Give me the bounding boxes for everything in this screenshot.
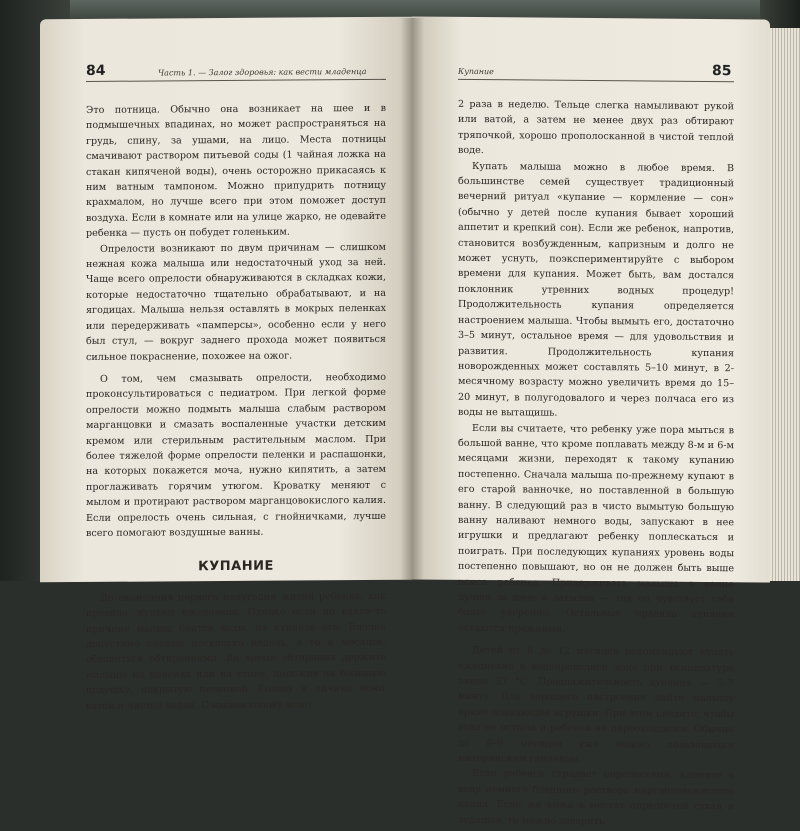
right-page	[412, 16, 770, 827]
left-page-text	[86, 101, 386, 714]
section-title: КУПАНИЕ	[198, 559, 274, 575]
paragraph: 2 раза в неделю. Тельце слегка намыливают рукой или ватой, а затем не менее двух раз обтирают тряпочкой, хорошо прополосканной в чистой теплой воде.	[458, 98, 734, 157]
open-book	[40, 18, 800, 827]
left-running-head: Часть 1. — Залог здоровья: как вести младенца	[158, 67, 367, 78]
paragraph: Если ребенок страдает опрелостями, капните в воду немного бледного раствора марганцовокислого калия. Если же кожа в местах опрелостей сухая и зудящая, то можно заварить	[458, 768, 734, 827]
paragraph: Это потница. Обычно она возникает на шее и в подмышечных впадинах, но может распространяться на грудь, спину, за ушами, на лицо. Места потницы смачивают раствором питьевой соды (1 чайная ложка на стакан кипяченой воды), очень осторожно прикасаясь к ним ватным тампоном. Можно припудрить потницу крахмалом, но лучше всего при этом поможет доступ воздуха. Если в комнате или на улице жарко, не одевайте ребенка — пусть он побудет голеньким.	[86, 102, 386, 240]
left-header-rule	[86, 79, 386, 82]
paragraph: Купать малыша можно в любое время. В большинстве семей существует традиционный вечерний ритуал «купание — кормление — сон» (обычно у детей после купания бывает хороший аппетит и крепкий сон). Если же ребенок, напротив, становится возбужденным, капризным и долго не может уснуть, поэкспериментируйте с выбором времени для купания. Может быть, вам достался поклонник утренних водных процедур! Продолжительность купания определяется настроением малыша. Чтобы вымыть его, достаточно 3–5 минут, остальное время — для удовольствия и развития. Продолжительность купания новорожденных может составлять 5–10 минут, в 2-месячному возрасту можно увеличить время до 15–20 минут, в полугодовалого и через полчаса его из воды не вытащишь.	[458, 160, 734, 419]
book-spine-shadow	[400, 18, 424, 581]
paragraph: До окончания первого полугодия жизни ребенка, как правило, купают ежедневно. Однако если по какой-то причине малыш боится воды, не купайте его. Вполне допустимо первые несколько недель, а то и месяцев, обходиться обтираниями. Во время обтирания держите малыша на коленях или на столе, положив на большую подушку, покрытую пеленкой. Голову и личико моют ватой и чистой водой. С мылом голову моют	[86, 590, 386, 712]
left-page	[40, 17, 412, 712]
paragraph: Детей от 6 до 12 месяцев рекомендуют купать ежедневно в водопроводной воде при температуре около 37 °С. Продолжительность купания — 5–7 минут. Для хорошего настроения дайте малышу яркие плавающие игрушки. При этом следите, чтобы вода не остыла и ребенок не переохладился. Обычно до 8–9 месяцев уже можно пользоваться материнским гамачком.	[458, 645, 734, 765]
right-page-text	[458, 97, 734, 831]
page-edges	[770, 28, 800, 581]
paragraph: Если вы считаете, что ребенку уже пора мыться в большой ванне, что кроме поплавать между 8-м и 6-м месяцами жизни, переходят к такому купанию постепенно. Сначала малыша по-прежнему купают в его старой ванночке, но поставленной в большую ванну. В следующий раз в чисто вымытую большую ванну наливают немного воды, запускают в нее игрушки и предлагают ребенку поплескаться и поиграть. При последующих купаниях уровень воды постепенно повышают, но он не должен быть выше пояса ребенка. Придерживать малыша в ванне лучше за шею и затылок — так он чувствует себя более уверенно. Остальные правила купания остаются прежними.	[458, 422, 734, 635]
paragraph: О том, чем смазывать опрелости, необходимо проконсультироваться с педиатром. При легкой форме опрелости можно подмыть малыша слабым раствором марганцовки и смазать воспаленные участки детским кремом или стерильным растительным маслом. При более тяжелой форме опрелости пеленки и распашонки, на которых покажется моча, нужно кипятить, а затем проглаживать горячим утюгом. Кроватку меняют с мылом и протирают раствором марганцовокислого калия. Если опрелость очень сильная, с гнойничками, лучше всего помогают воздушные ванны.	[86, 371, 386, 539]
right-running-head: Купание	[458, 66, 494, 77]
left-page-number: 84	[86, 62, 106, 79]
right-header-rule	[458, 79, 734, 82]
paragraph: Опрелости возникают по двум причинам — слишком нежная кожа малыша или недостаточный уход за ней. Чаще всего опрелости обнаруживаются в складках кожи, которые недостаточно тщательно обрабатывают, и на ягодицах. Малыша нельзя оставлять в мокрых пеленках или передерживать «памперсы», особенно если у него был стул, — вокруг заднего прохода может появиться сильное покраснение, похожее на ожог.	[86, 241, 386, 363]
right-page-number: 85	[712, 63, 732, 80]
